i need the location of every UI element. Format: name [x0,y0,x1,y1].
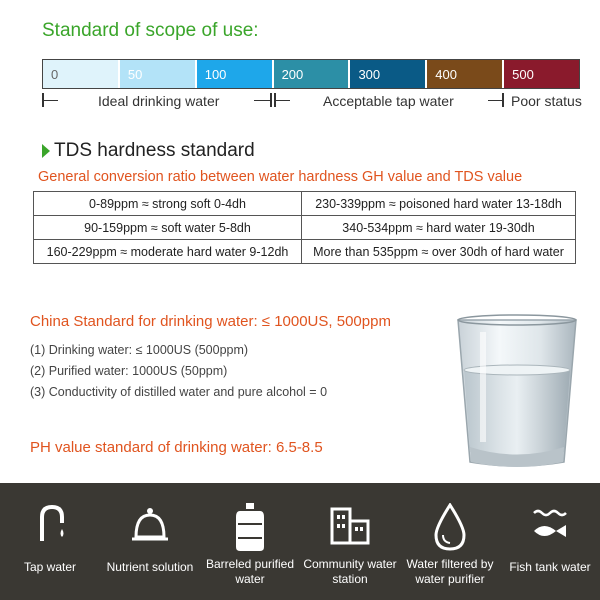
tds-title: TDS hardness standard [54,140,255,161]
scope-title: Standard of scope of use: [42,20,259,41]
table-row [34,216,576,240]
water-glass-image [452,312,582,472]
feature-label: Community water station [303,557,397,586]
ph-standard-title: PH value standard of drinking water: 6.5-8.5 [30,439,323,456]
scale-segment-400 [427,60,504,88]
scale-segment-200 [274,60,351,88]
china-standard-item: (1) Drinking water: ≤ 1000US (500ppm) [30,343,249,357]
tap-icon [30,503,70,547]
fish-icon [530,503,570,547]
water-bottle-icon [230,503,270,553]
zone-line [276,100,290,101]
kettle-icon [130,503,170,547]
scale-label: 300 [358,67,381,82]
feature-tap-water [0,483,100,600]
scale-segment-500 [504,60,579,88]
feature-fish-tank [500,483,600,600]
scale-label: 500 [512,67,534,82]
table-cell: 90-159ppm ≈ soft water 5-8dh [34,216,302,240]
zone-label-ideal: Ideal drinking water [98,93,220,109]
zone-legend [42,93,600,111]
scale-segment-50 [120,60,197,88]
china-standard-item: (3) Conductivity of distilled water and pure alcohol = 0 [30,385,328,399]
scale-segment-100 [197,60,274,88]
scale-label: 100 [204,67,227,82]
zone-label-acceptable: Acceptable tap water [323,93,454,109]
tds-table [33,191,576,264]
feature-nutrient-solution [100,483,200,600]
china-standard-item: (2) Purified water: 1000US (50ppm) [30,364,228,378]
china-standard-title: China Standard for drinking water: ≤ 1000US, 500ppm [30,313,391,330]
scale-label: 200 [281,67,304,82]
scale-label: 400 [435,67,457,82]
zone-label-poor: Poor status [511,93,582,109]
feature-purifier-water [400,483,500,600]
feature-barreled-water [200,483,300,600]
tds-scale-bar [42,59,580,89]
tds-subtitle: General conversion ratio between water hardness GH value and TDS value [38,169,523,185]
water-drop-icon [430,503,470,551]
feature-label: Fish tank water [509,560,591,574]
zone-line [254,100,270,101]
scale-label: 50 [127,67,143,82]
scale-segment-300 [350,60,427,88]
building-icon [330,503,370,547]
zone-tick [502,93,504,107]
table-row [34,240,576,264]
table-cell: More than 535ppm ≈ over 30dh of hard water [302,240,576,264]
table-cell: 160-229ppm ≈ moderate hard water 9-12dh [34,240,302,264]
feature-community-station [300,483,400,600]
feature-label: Nutrient solution [106,560,194,574]
scale-segment-0 [43,60,120,88]
table-cell: 230-339ppm ≈ poisoned hard water 13-18dh [302,192,576,216]
feature-label: Water filtered by water purifier [406,557,494,586]
green-arrow-icon [42,144,50,158]
zone-line [488,100,502,101]
feature-label: Tap water [23,560,77,574]
table-cell: 340-534ppm ≈ hard water 19-30dh [302,216,576,240]
table-row [34,192,576,216]
usage-scenarios-band [0,483,600,600]
zone-tick [270,93,272,107]
scale-label: 0 [51,67,59,82]
feature-label: Barreled purified water [205,557,295,586]
zone-line [44,100,58,101]
table-cell: 0-89ppm ≈ strong soft 0-4dh [34,192,302,216]
